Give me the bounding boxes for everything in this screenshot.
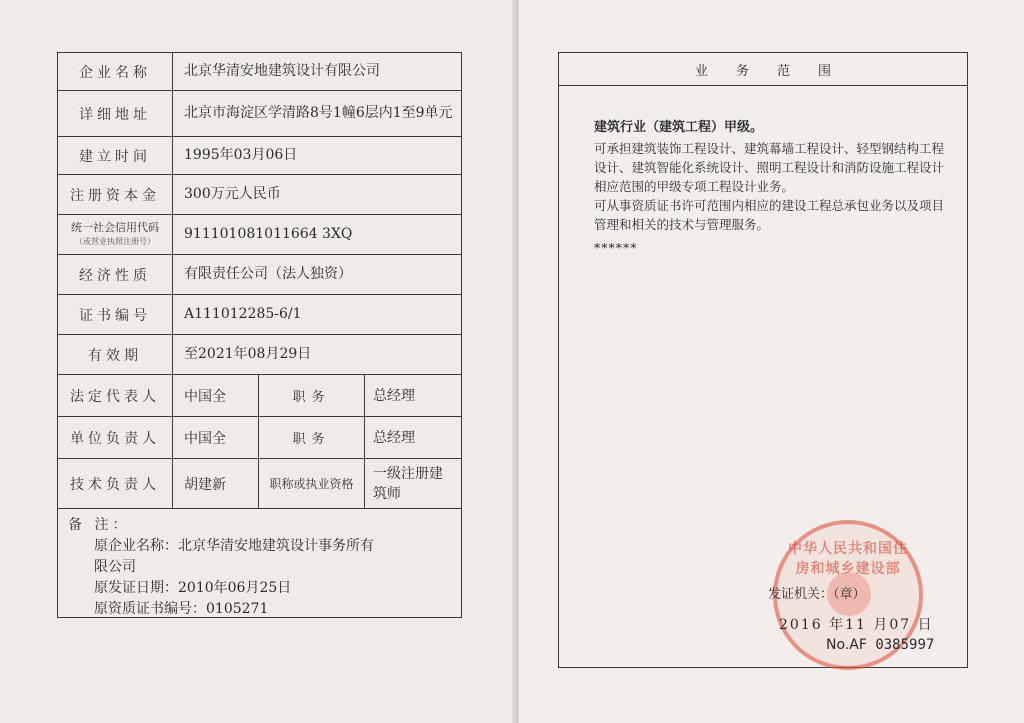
scope-lead: 建筑行业（建筑工程）甲级。 xyxy=(594,120,764,135)
label-credit-code xyxy=(58,215,173,254)
row-cert-number xyxy=(58,295,461,335)
row-address xyxy=(58,91,461,137)
remarks-line: 限公司 xyxy=(94,559,136,575)
business-scope-heading: 业务范围 xyxy=(559,53,967,86)
label-company-name: 企业名称 xyxy=(58,53,173,90)
value-tech-head: 胡建新 xyxy=(173,459,259,508)
row-unit-head xyxy=(58,417,461,459)
scope-paragraph: 可从事资质证书许可范围内相应的建设工程总承包业务以及项目管理和相关的技术与管理服务。 xyxy=(594,198,945,232)
row-company-name xyxy=(58,53,461,91)
row-ownership xyxy=(58,255,461,295)
label-unit-head-role: 职务 xyxy=(259,417,365,458)
issuing-authority: 发证机关：（章） xyxy=(768,587,866,602)
value-legal-rep: 中国全 xyxy=(173,375,259,416)
row-capital xyxy=(58,175,461,215)
value-ownership: 有限责任公司（法人独资） xyxy=(184,266,352,282)
label-unit-head: 单位负责人 xyxy=(58,417,173,458)
value-unit-head-role: 总经理 xyxy=(373,429,415,446)
remarks-line: 原企业名称：北京华清安地建筑设计事务所有 xyxy=(94,538,374,554)
label-tech-head: 技术负责人 xyxy=(58,459,173,508)
label-founded: 建立时间 xyxy=(58,137,173,174)
company-info-table xyxy=(57,52,462,618)
value-legal-rep-role: 总经理 xyxy=(373,387,415,404)
value-capital: 300万元人民币 xyxy=(184,186,281,202)
label-ownership: 经济性质 xyxy=(58,255,173,294)
label-capital: 注册资本金 xyxy=(58,175,173,214)
remarks-line: 原资质证书编号：0105271 xyxy=(94,601,269,617)
remarks-line: 原发证日期：2010年06月25日 xyxy=(94,580,292,596)
scope-end-marker: ****** xyxy=(594,240,638,255)
row-validity xyxy=(58,335,461,375)
label-cert-number: 证书编号 xyxy=(58,295,173,334)
issue-date: 2016 年11 月07 日 xyxy=(779,617,934,633)
serial-number xyxy=(826,637,934,653)
row-founded xyxy=(58,137,461,175)
row-tech-head xyxy=(58,459,461,509)
label-address: 详细地址 xyxy=(58,91,173,136)
label-validity: 有效期 xyxy=(58,335,173,374)
scope-paragraph: 可承担建筑装饰工程设计、建筑幕墙工程设计、轻型钢结构工程设计、建筑智能化系统设计、照明工程设计和消防设施工程设计相应范围的甲级专项工程设计业务。 xyxy=(594,141,945,194)
label-legal-rep-role: 职务 xyxy=(259,375,365,416)
business-scope-body xyxy=(594,118,946,257)
label-legal-rep: 法定代表人 xyxy=(58,375,173,416)
value-company-name: 北京华清安地建筑设计有限公司 xyxy=(184,63,380,79)
label-tech-head-qualification: 职称或执业资格 xyxy=(259,459,365,508)
value-validity: 至2021年08月29日 xyxy=(184,346,312,362)
value-cert-number: A111012285-6/1 xyxy=(184,306,302,322)
row-credit-code xyxy=(58,215,461,255)
serial-prefix: No.AF xyxy=(826,637,867,653)
value-address: 北京市海淀区学清路8号1幢6层内1至9单元 xyxy=(184,105,453,121)
row-legal-rep xyxy=(58,375,461,417)
value-founded: 1995年03月06日 xyxy=(184,147,298,163)
value-unit-head: 中国全 xyxy=(173,417,259,458)
seal-text: 中华人民共和国住房和城乡建设部 xyxy=(788,541,908,577)
remarks-section xyxy=(58,509,461,617)
serial-value: 0385997 xyxy=(875,637,935,653)
label-credit-code-main: 统一社会信用代码 xyxy=(71,220,159,234)
value-credit-code: 911101081011664 3XQ xyxy=(184,226,353,242)
value-tech-head-qualification: 一级注册建筑师 xyxy=(373,465,443,502)
remarks-label: 备 注： xyxy=(68,517,131,533)
label-credit-code-sub: （或营业执照注册号） xyxy=(75,236,155,246)
